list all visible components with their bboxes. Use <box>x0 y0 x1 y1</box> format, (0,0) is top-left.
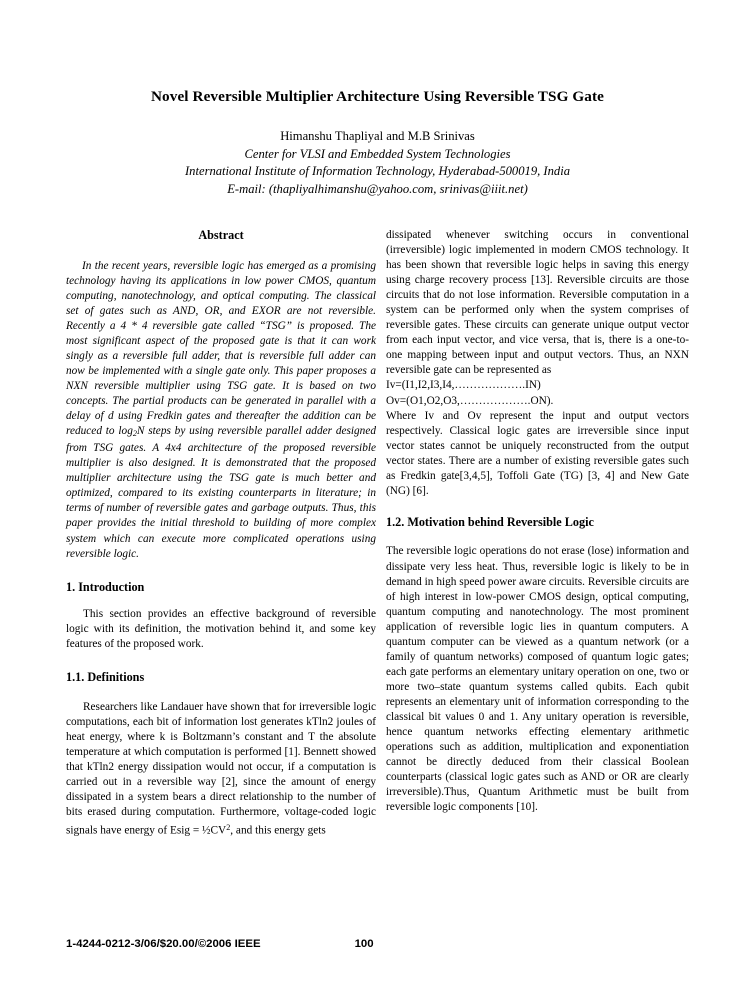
right-paragraph-two: Where Iv and Ov represent the input and output vectors respectively. Classical logic gates are irreversible since input vector states cannot be uniquely reconstructed from the output vector states. There are a number of existing reversible gates such as Fredkin gate[3,4,5], Toffoli Gate (TG) [3, 4] and New Gate (NG) [6]. <box>386 409 689 497</box>
section-definitions-paragraph <box>66 700 376 839</box>
body-columns <box>0 228 755 839</box>
equation-output-vector: Ov=(O1,O2,O3,……………….ON). <box>386 394 554 407</box>
paper-header <box>0 0 755 198</box>
abstract-heading: Abstract <box>198 228 244 242</box>
footer-copyright: 1-4244-0212-3/06/$20.00/©2006 IEEE <box>66 938 261 950</box>
definitions-text-part-1: Researchers like Landauer have shown that for irreversible logic computations, each bit of information lost generates kTln2 joules of heat energy, where k is Boltzmann’s constant and T the absolute temperature at which computation is performed [1]. Bennett showed that kTln2 energy dissipation would not occur, if a computation is carried out in a reversible way [2], since the amount of energy dissipated in a system bears a direct relationship to the number of bits erased during computation. Furthermore, voltage-coded logic signals have energy of Esig = ½CV <box>66 701 376 837</box>
spacer <box>66 652 376 670</box>
spacer <box>386 499 689 515</box>
page-title: Novel Reversible Multiplier Architecture Using Reversible TSG Gate <box>150 88 605 105</box>
equation-input-vector: Iv=(I1,I2,I3,I4,……………….IN) <box>386 379 541 392</box>
spacer <box>66 594 376 607</box>
right-paragraph-one: dissipated whenever switching occurs in conventional (irreversible) logic implemented in modern CMOS technology. It has been shown that reversible logic helps in saving this energy using charge recovery process [13]. Reversible circuits are those circuits that do not lose information. Reversible computation in a system can be performed only when the system comprises of reversible gates. These circuits can generate unique output vector from each input vector, and vice versa, that is, there is a one-to-one mapping between input and output vectors. Thus, an NXN reversible gate can be represented as <box>386 229 689 377</box>
email-line: E-mail: (thapliyalhimanshu@yahoo.com, srinivas@iiit.net) <box>227 181 528 196</box>
affiliation-line-1: Center for VLSI and Embedded System Technologies <box>244 146 511 161</box>
page-footer <box>66 938 691 950</box>
abstract-log-subscript: 2 <box>132 429 137 439</box>
spacer <box>66 685 376 700</box>
section-introduction-paragraph: This section provides an effective background of reversible logic with its definition, the motivation behind it, and some key features of the proposed work. <box>66 608 376 651</box>
author-list: Himanshu Thapliyal and M.B Srinivas <box>280 129 475 144</box>
section-heading-motivation: 1.2. Motivation behind Reversible Logic <box>386 514 594 529</box>
section-heading-definitions: 1.1. Definitions <box>66 670 145 685</box>
footer-page-number: 100 <box>354 938 374 950</box>
abstract-paragraph <box>66 259 376 562</box>
abstract-text-part-2: N steps by using reversible parallel adder designed from TSG gates. A 4x4 architecture of the proposed reversible multiplier is also designed. It is demonstrated that the proposed multiplier architecture using the TSG gate is much better and optimized, compared to its existing counterparts in literature; in terms of number of reversible gates and garbage outputs. Thus, this paper provides the initial threshold to building of more complex system which can execute more complicated operations using reversible logic. <box>66 425 376 560</box>
definitions-text-part-2: , and this energy gets <box>230 824 326 837</box>
left-column <box>66 228 376 839</box>
spacer <box>386 529 689 544</box>
right-column <box>386 228 689 839</box>
section-motivation-paragraph: The reversible logic operations do not erase (lose) information and dissipate very less heat. Thus, reversible logic is likely to be in demand in high speed power aware circuits. Reversible circuits are of high interest in low-power CMOS design, optical computing, quantum computing and nanotechnology. The most prominent application of reversible logic lies in quantum computers. A quantum computer can be viewed as a quantum network (or a family of quantum networks) composed of quantum logic gates; each gate performs an elementary unitary operation on one, two or more two–state quantum systems called qubits. Each qubit represents an elementary unit of information corresponding to the classical bit values 0 and 1. Any unitary operation is reversible, hence quantum networks effecting elementary arithmetic operations such as addition, multiplication and exponentiation cannot be directly deduced from their classical Boolean counterparts (classical logic gates such as AND or OR are clearly irreversible).Thus, Quantum Arithmetic must be built from reversible logic components [10]. <box>386 545 689 814</box>
esig-superscript: 2 <box>226 823 231 833</box>
affiliation-line-2: International Institute of Information Technology, Hyderabad-500019, India <box>184 164 570 179</box>
spacer <box>66 562 376 580</box>
section-heading-introduction: 1. Introduction <box>66 579 145 594</box>
abstract-text-part-1: In the recent years, reversible logic has emerged as a promising technology having its applications in low power CMOS, quantum computing, nanotechnology, and optical computing. The classical set of gates such as AND, OR, and EXOR are not reversible. Recently a 4 * 4 reversible gate called “TSG” is proposed. The most significant aspect of the proposed gate is that it can work singly as a reversible full adder, that is reversible full adder can now be implemented with a single gate only. This paper proposes a NXN reversible multiplier using TSG gate. It is based on two concepts. The partial products can be generated in parallel with a delay of d using Fredkin gates and thereafter the addition can be reduced to log <box>66 259 376 438</box>
